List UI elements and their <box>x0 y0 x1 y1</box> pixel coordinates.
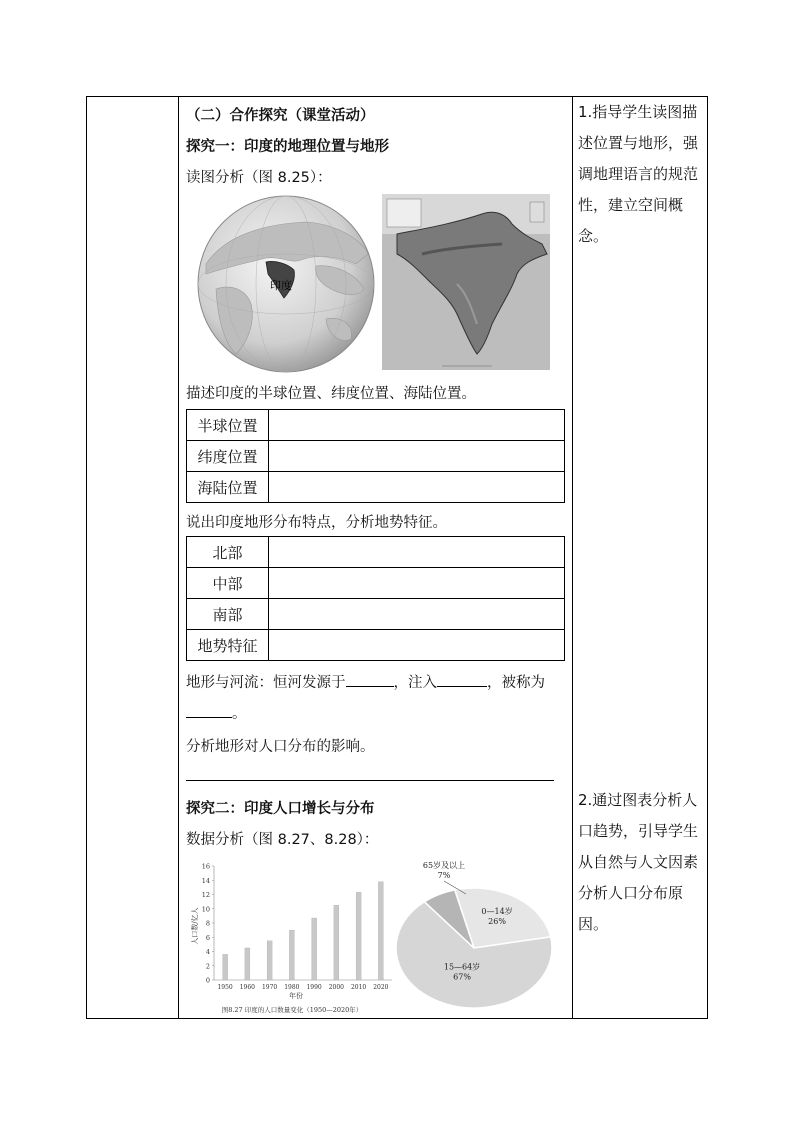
answer-cell-central[interactable] <box>269 568 565 599</box>
bar-2020 <box>378 882 383 980</box>
globe-label-india: 印度 <box>270 279 292 292</box>
river-text-part3: ，被称为 <box>487 675 545 691</box>
bar-1950 <box>223 954 228 980</box>
table-row <box>187 599 565 630</box>
bar-chart-xtick-label: 1980 <box>284 984 300 991</box>
bar-1980 <box>289 930 294 980</box>
row-label-latitude: 纬度位置 <box>187 441 269 472</box>
river-text-part4: 。 <box>232 706 247 722</box>
bar-chart-xlabel: 年份 <box>289 992 303 1000</box>
table-row <box>187 441 565 472</box>
bar-chart-xtick-label: 2000 <box>328 984 345 991</box>
bar-chart-ytick-label: 10 <box>201 905 210 914</box>
position-prompt: 描述印度的半球位置、纬度位置、海陆位置。 <box>186 386 476 402</box>
row-label-terrain-feature: 地势特征 <box>187 630 269 661</box>
answer-cell-latitude[interactable] <box>269 441 565 472</box>
bar-chart-ytick-label: 6 <box>205 933 210 942</box>
bar-chart-caption: 图8.27 印度的人口数量变化（1950—2020年） <box>221 1006 363 1014</box>
section-heading: （二）合作探究（课堂活动） <box>186 108 375 124</box>
teaching-note-1: 1.指导学生读图描述位置与地形，强调地理语言的规范性，建立空间概念。 <box>578 103 699 245</box>
row-label-south: 南部 <box>187 599 269 630</box>
table-row <box>187 630 565 661</box>
pie-value-label: 67% <box>453 972 471 982</box>
bar-1960 <box>245 948 250 980</box>
bar-chart-ylabel: 人口数/亿人 <box>191 907 199 945</box>
bar-chart-xtick-label: 1960 <box>239 984 256 991</box>
terrain-prompt: 说出印度地形分布特点，分析地势特征。 <box>186 515 447 531</box>
row-label-north: 北部 <box>187 537 269 568</box>
data-analysis-prompt: 数据分析（图 8.27、8.28）： <box>186 832 379 848</box>
bar-chart-ytick-label: 14 <box>201 876 210 885</box>
bar-2010 <box>356 892 361 980</box>
river-outlet-blank[interactable] <box>437 672 487 687</box>
age-structure-pie-chart <box>392 856 562 1016</box>
bar-2000 <box>334 905 339 980</box>
row-label-land-sea: 海陆位置 <box>187 472 269 503</box>
bar-1970 <box>267 941 272 980</box>
river-nickname-blank[interactable] <box>186 703 232 718</box>
bar-chart-xtick-label: 1950 <box>217 984 233 991</box>
row-label-central: 中部 <box>187 568 269 599</box>
teaching-note-2: 2.通过图表分析人口趋势，引导学生从自然与人文因素分析人口分布原因。 <box>578 791 699 933</box>
bar-chart-xtick-label: 2010 <box>350 984 367 991</box>
terrain-table <box>186 536 565 661</box>
answer-cell-south[interactable] <box>269 599 565 630</box>
pie-value-label: 26% <box>488 917 506 927</box>
pie-value-label: 7% <box>437 871 451 880</box>
table-row <box>187 537 565 568</box>
table-row <box>187 472 565 503</box>
population-terrain-prompt: 分析地形对人口分布的影响。 <box>186 739 375 755</box>
column-divider-1 <box>178 96 179 1019</box>
bar-chart-ytick-label: 12 <box>201 891 210 899</box>
bar-chart-xtick-label: 1990 <box>306 984 322 991</box>
pie-label: 65岁及以上 <box>422 861 466 870</box>
pie-label: 0—14岁 <box>481 907 513 917</box>
river-sentence-line2 <box>186 702 247 723</box>
row-label-hemisphere: 半球位置 <box>187 410 269 441</box>
river-sentence <box>186 671 545 692</box>
position-table <box>186 409 565 503</box>
globe-map-image <box>196 194 376 374</box>
table-row <box>187 410 565 441</box>
pie-label: 15—64岁 <box>443 962 481 972</box>
answer-cell-hemisphere[interactable] <box>269 410 565 441</box>
river-text-part1: 地形与河流：恒河发源于 <box>186 675 346 691</box>
column-divider-2 <box>572 96 573 1019</box>
bar-chart-ytick-label: 4 <box>205 948 210 956</box>
bar-chart-ytick-label: 2 <box>205 962 210 971</box>
answer-cell-land-sea[interactable] <box>269 472 565 503</box>
river-text-part2: ，注入 <box>393 675 437 691</box>
bar-chart-xtick-label: 1970 <box>261 984 278 991</box>
answer-cell-terrain-feature[interactable] <box>269 630 565 661</box>
bar-chart-ytick-label: 0 <box>205 976 210 985</box>
bar-1990 <box>312 918 317 980</box>
read-map-prompt: 读图分析（图 8.25）： <box>186 170 332 186</box>
answer-line[interactable] <box>186 780 554 781</box>
bar-chart-ytick-label: 8 <box>205 919 210 928</box>
population-bar-chart <box>188 856 400 1016</box>
bar-chart-xtick-label: 2020 <box>373 984 389 991</box>
river-source-blank[interactable] <box>346 672 394 687</box>
table-row <box>187 568 565 599</box>
bar-chart-ytick-label: 16 <box>201 862 210 871</box>
answer-cell-north[interactable] <box>269 537 565 568</box>
india-topographic-map-image <box>382 194 550 370</box>
inquiry2-title: 探究二：印度人口增长与分布 <box>186 801 375 817</box>
inquiry1-title: 探究一：印度的地理位置与地形 <box>186 139 389 155</box>
